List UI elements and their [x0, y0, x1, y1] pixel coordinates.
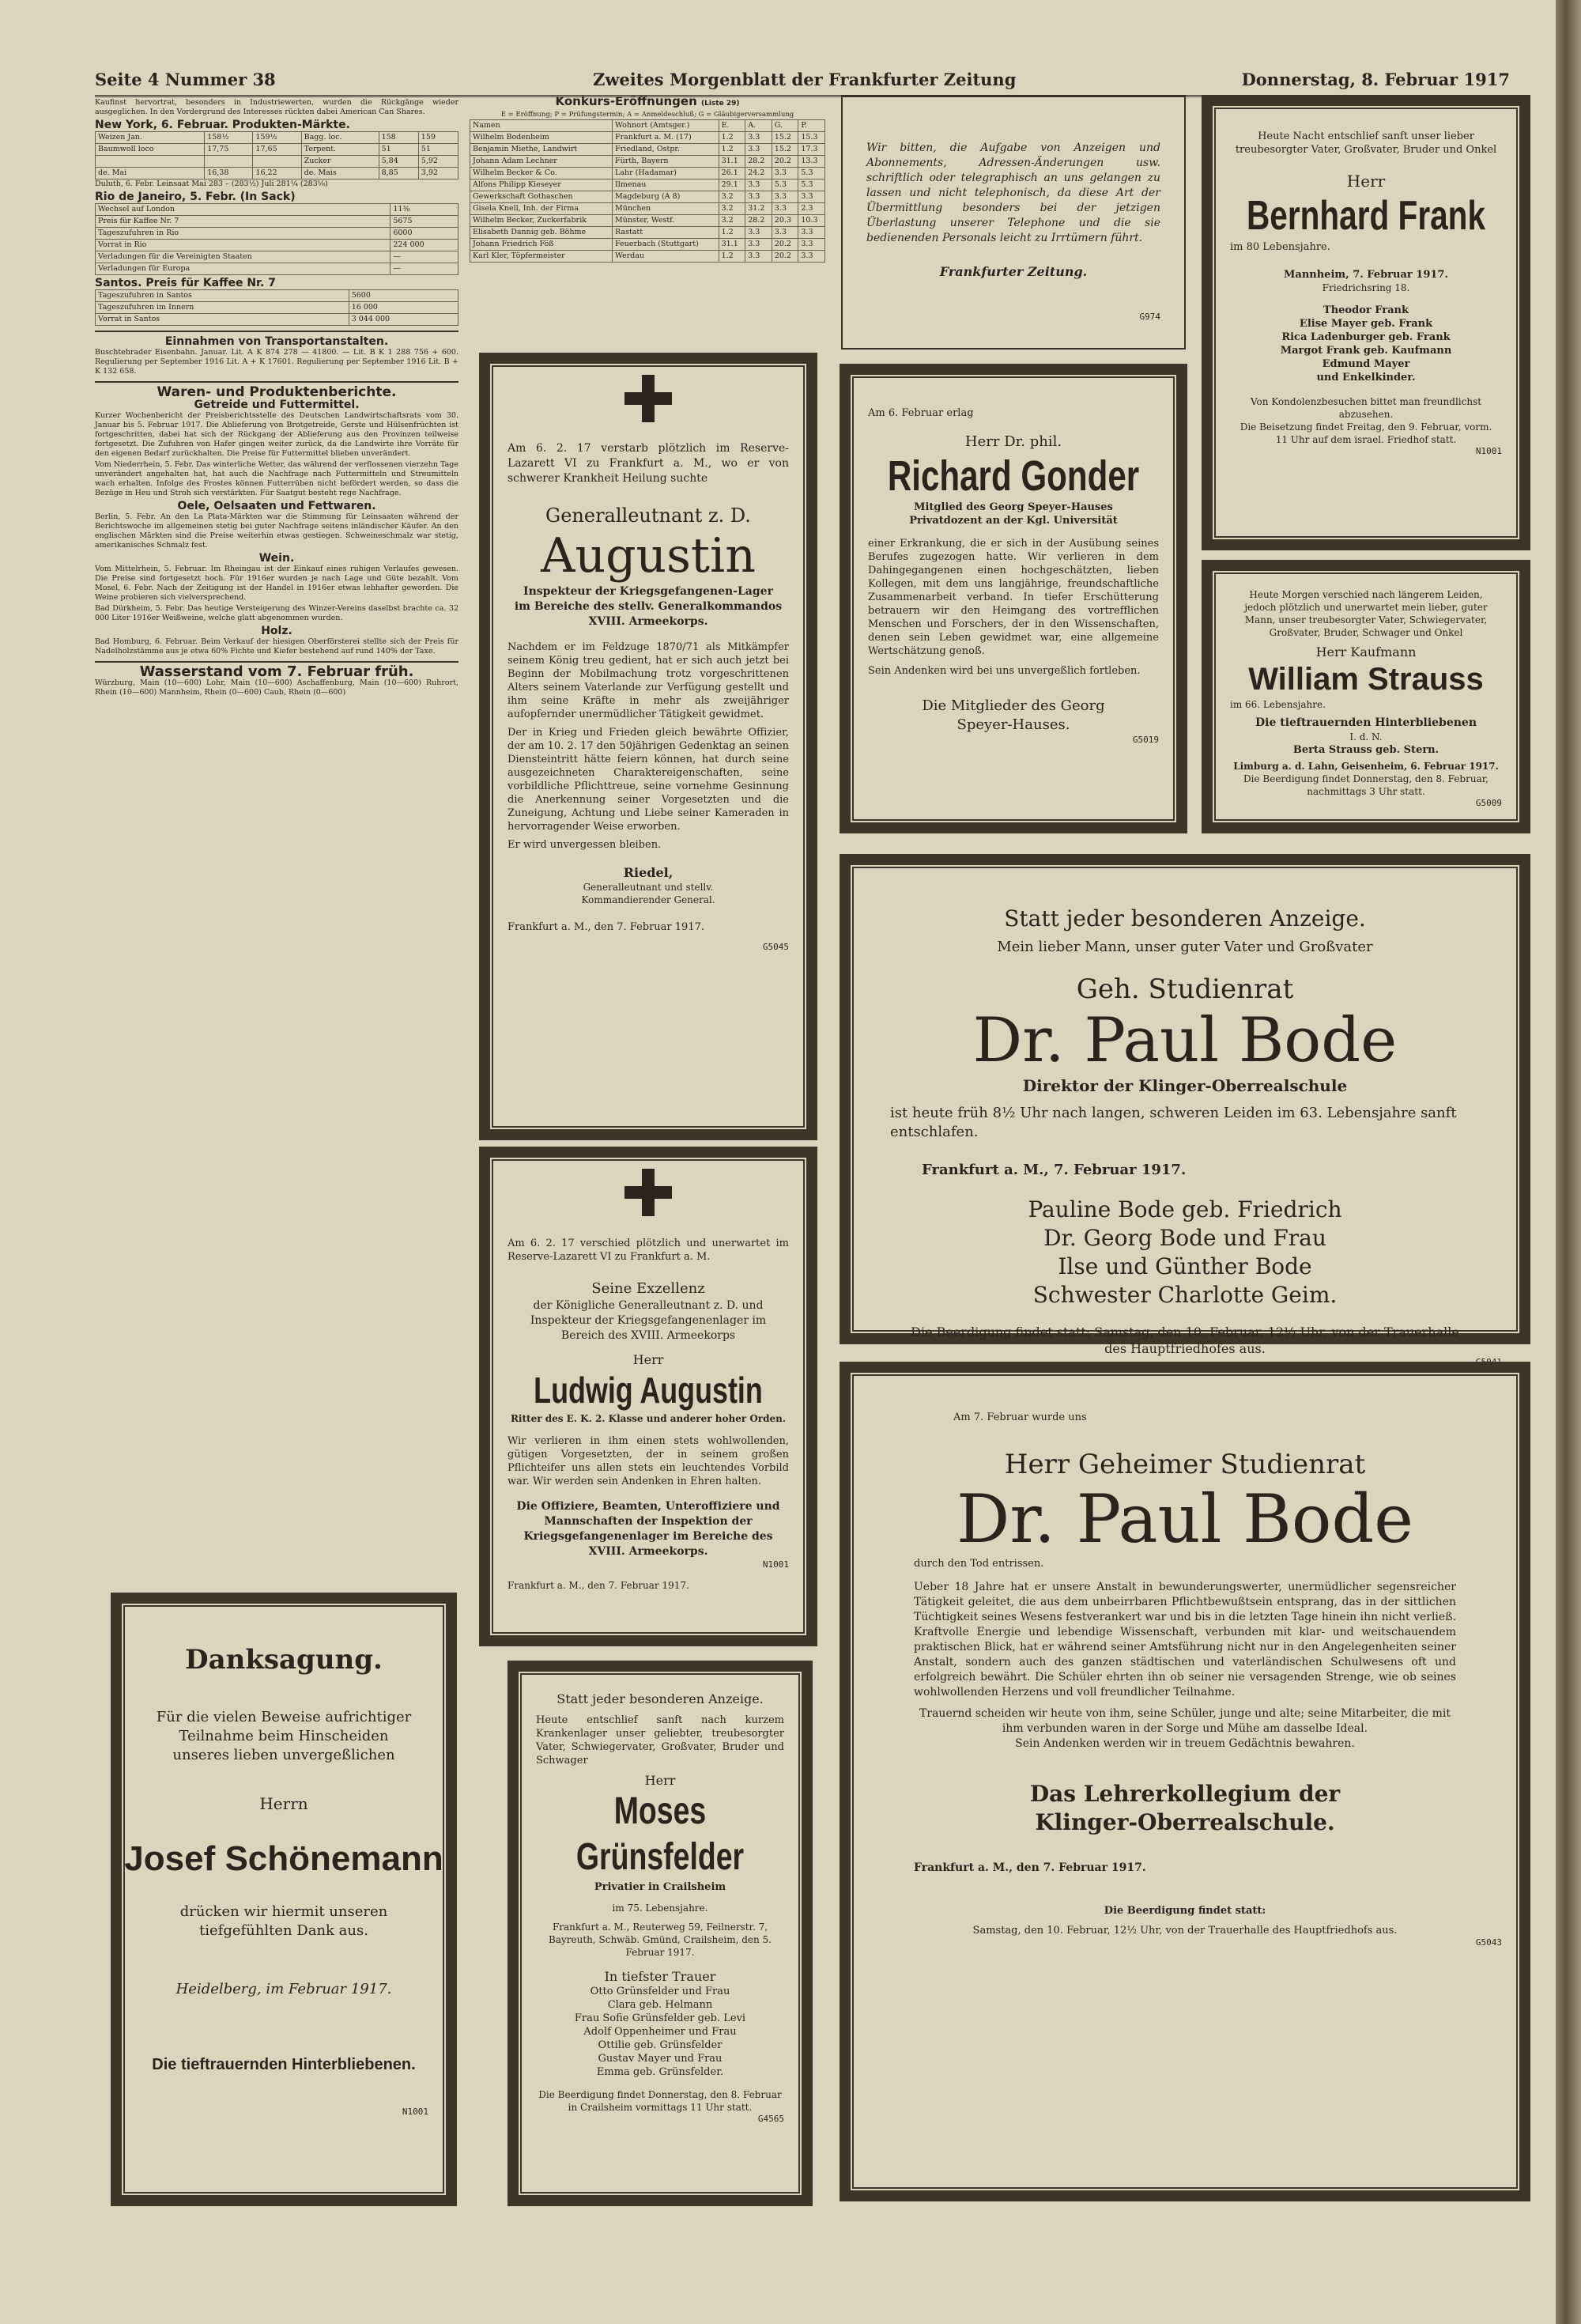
konkurs-row-cell: 29.1: [719, 179, 745, 191]
augustin-text3: Er wird unvergessen bleiben.: [508, 839, 662, 851]
ludwig-place: Frankfurt a. M., den 7. Februar 1917.: [508, 1580, 689, 1591]
frank-age: im 80 Lebensjahre.: [1230, 241, 1330, 253]
konkurs-column-header: G.: [772, 120, 798, 132]
konkurs-row-cell: 15.3: [798, 132, 825, 144]
konkurs-row-cell: Benjamin Miethe, Landwirt: [470, 144, 613, 156]
header-page-number: Seite 4 Nummer 38: [95, 70, 276, 89]
konkurs-column-header: E.: [719, 120, 745, 132]
danksagung-text: Für die vielen Beweise aufrichtiger Teilnahme beim Hinscheiden unseres lieben unvergeßlichen: [156, 1709, 412, 1763]
konkurs-row: [470, 251, 825, 263]
moses-burial: Die Beerdigung findet Donnerstag, den 8. Februar in Crailsheim vormittags 11 Uhr statt.: [538, 2089, 782, 2113]
konkurs-row-cell: 13.3: [798, 156, 825, 168]
konkurs-row-cell: 3.3: [798, 227, 825, 239]
ludwig-herr: Herr: [632, 1352, 664, 1367]
ny-row: [96, 156, 458, 168]
rio-row-cell: Tageszufuhren in Rio: [96, 228, 391, 240]
strauss-age: im 66. Lebensjahre.: [1230, 699, 1326, 710]
danksagung-code: N1001: [402, 2107, 428, 2117]
frank-family-member: Rica Ladenburger geb. Frank: [1281, 331, 1451, 343]
konkurs-row-cell: 3.3: [745, 191, 772, 203]
header-newspaper-title: Zweites Morgenblatt der Frankfurter Zeitung: [593, 70, 1017, 89]
rio-row-cell: Preis für Kaffee Nr. 7: [96, 216, 391, 228]
konkurs-row: [470, 215, 825, 227]
ny-row: [96, 132, 458, 144]
danksagung-title: Danksagung.: [185, 1644, 383, 1676]
getreide-text: Kurzer Wochenbericht der Preisberichtsstelle des Deutschen Landwirtschaftsrats vom 30. Januar bis 5. Februar 1917. Die Ablieferung von Brotgetreide, Gerste und Hülsenfrüchten ist fortgeschritten, dabei hat sich der Rückgang der Ablieferung aus den Provinzen teilweise fortgesetzt. Die Zufuhren von Hafer gingen weiter zurück, da die Landwirte ihre Vorräte für den eigenen Bedarf zurückhalten. Die Preise für Futtermittel blieben unverändert.: [95, 411, 458, 458]
frank-herr: Herr: [1346, 172, 1386, 191]
ludwig-signers: Die Offiziere, Beamten, Unteroffiziere und Mannschaften der Inspektion der Kriegsgefangenenlager im Bereiche des XVIII. Armeekorps.: [516, 1500, 780, 1558]
holz-heading: Holz.: [261, 625, 292, 637]
book-binding-edge: [1556, 0, 1581, 2324]
konkurs-row-cell: 3.2: [719, 203, 745, 215]
ny-row-cell: 16,22: [253, 168, 301, 179]
notice-box: [841, 95, 1186, 350]
konkurs-row-cell: Johann Adam Lechner: [470, 156, 613, 168]
santos-row: [96, 314, 458, 326]
duluth-line: Duluth, 6. Febr. Leinsaat Mai 283 – (283½) Juli 281¼ (283⅛): [95, 179, 328, 188]
frank-name: Bernhard Frank: [1246, 193, 1486, 239]
ny-row-cell: 159½: [253, 132, 301, 144]
transport-heading: Einnahmen von Transportanstalten.: [164, 335, 389, 348]
konkurs-row-cell: Münster, Westf.: [613, 215, 719, 227]
augustin-role: Inspekteur der Kriegsgefangenen-Lager im Bereiche des stellv. Generalkommandos XVIII. Armeekorps.: [514, 585, 783, 628]
gonder-title: Herr Dr. phil.: [964, 433, 1062, 450]
strauss-place: Limburg a. d. Lahn, Geisenheim, 6. Februar 1917.: [1233, 761, 1499, 772]
konkurs-column-header: A.: [745, 120, 772, 132]
ny-row-cell: 3,92: [418, 168, 458, 179]
konkurs-row-cell: Friedland, Ostpr.: [613, 144, 719, 156]
bode2-burial-label: Die Beerdigung findet statt:: [1104, 1905, 1266, 1917]
konkurs-row-cell: 1.2: [719, 227, 745, 239]
ny-row-cell: Baumwoll loco: [96, 144, 205, 156]
augustin-code: G5045: [762, 942, 789, 952]
header-date: Donnerstag, 8. Februar 1917: [1241, 70, 1510, 89]
konkurs-section: [470, 93, 825, 331]
ny-row-cell: 158½: [205, 132, 253, 144]
bode1-family-member: Dr. Georg Bode und Frau: [1043, 1225, 1326, 1251]
bode1-family-member: Ilse und Günther Bode: [1058, 1253, 1312, 1279]
rio-row-cell: 5675: [391, 216, 458, 228]
bode2-burial: Samstag, den 10. Februar, 12½ Uhr, von der Trauerhalle des Hauptfriedhofs aus.: [972, 1925, 1398, 1937]
buschtehrad-text: Buschtehrader Eisenbahn. Januar. Lit. A K 874 278 — 41800. — Lit. B K 1 288 756 + 600. Regulierung per September 1916 Lit. A + K 17601. Regulierung per September 1916 Lit. B + K 132 658.: [95, 348, 458, 376]
ludwig-name: Ludwig Augustin: [534, 1370, 763, 1411]
danksagung-herr: Herrn: [259, 1794, 308, 1813]
konkurs-row-cell: Alfons Philipp Kieseyer: [470, 179, 613, 191]
konkurs-column-header: Wohnort (Amtsger.): [613, 120, 719, 132]
rio-row-cell: —: [391, 251, 458, 263]
konkurs-row-cell: Wilhelm Bodenheim: [470, 132, 613, 144]
market-column: [95, 98, 458, 1585]
konkurs-row-cell: Feuerbach (Stuttgart): [613, 239, 719, 251]
konkurs-row: [470, 156, 825, 168]
moses-intro: Heute entschlief sanft nach kurzem Krankenlager unser geliebter, treubesorgter Vater, Schwiegervater, Großvater, Bruder und Schwager: [536, 1714, 784, 1767]
bode2-text3: Sein Andenken werden wir in treuem Gedächtnis bewahren.: [1015, 1737, 1355, 1750]
moses-name: Moses Grünsfelder: [575, 1790, 745, 1878]
ad-william-strauss: [1202, 560, 1530, 833]
santos-row-cell: 16 000: [349, 302, 458, 314]
gonder-code: G5019: [1132, 735, 1159, 745]
santos-row: [96, 290, 458, 302]
niederrhein-text: Vom Niederrhein, 5. Febr. Das winterliche Wetter, das während der verflossenen vierzehn Tage unverändert angehalten hat, hat auch die Nachfrage nach Futtermitteln und Streumitteln wach erhalten. Infolge des Frostes können Futterrüben nicht befördert werden, so dass die Bezüge in Heu und Stroh sich verstärkten. Für Saatgut besteht rege Nachfrage.: [95, 460, 458, 497]
rio-row: [96, 240, 458, 251]
konkurs-row-cell: 17.3: [798, 144, 825, 156]
ny-row-cell: 51: [379, 144, 418, 156]
ludwig-role: der Königliche Generalleutnant z. D. und Inspekteur der Kriegsgefangenenlager im Bereich des XVIII. Armeekorps: [530, 1299, 767, 1342]
rio-row: [96, 263, 458, 275]
bode2-text: Ueber 18 Jahre hat er unsere Anstalt in bewunderungswerter, unermüdlicher segensreicher Tätigkeit geleitet, die aus dem unbeirrbaren Pflichtbewußtsein entsprang, das in der sittlichen Tüchtigkeit seines Wesens festverankert war und bis in die letzten Tage hinein ihn nicht verließ. Kraftvolle Energie und lebendige Wissenschaft, verbunden mit klar- und weitschauendem praktischen Blick, hat er während seiner Amtsführung nicht nur in den Angelegenheiten seiner Anstalt, sondern auch des ganzen städtischen und vaterländischen Schulwesens oft und erfolgreich bewährt. Die Schüler ehrten ihn ob seiner nie versagenden Strenge, wie ob seines wohlwollenden Herzens und voll freundlicher Teilnahme.: [914, 1581, 1456, 1699]
konkurs-column-header: Namen: [470, 120, 613, 132]
danksagung-name: Josef Schönemann: [124, 1839, 443, 1878]
konkurs-row-cell: 20.3: [772, 215, 798, 227]
wein-text: Vom Mittelrhein, 5. Februar. Im Rheingau ist der Einkauf eines ruhigen Verlaufes gewesen. Die Preise sind fortgesetzt hoch. Für 1916er wurden je nach Lage und Güte bezahlt. Vom Mosel, 6. Febr. Nach der Zeitigung ist der Handel in 1916er etwas lebhafter geworden. Die Weine probieren sich vielversprechend.: [95, 565, 458, 602]
wein-heading: Wein.: [258, 552, 295, 565]
moses-family-member: Otto Grünsfelder und Frau: [590, 1986, 730, 1997]
konkurs-row-cell: München: [613, 203, 719, 215]
frank-code: N1001: [1475, 446, 1502, 456]
duerkheim-text: Bad Dürkheim, 5. Febr. Das heutige Versteigerung des Winzer-Vereins daselbst brachte ca. 32 000 Liter 1916er Weißweine, welche glatt abgenommen wurden.: [95, 604, 458, 622]
ad-paul-bode-school: [840, 1362, 1530, 2201]
konkurs-row-cell: 3.3: [798, 239, 825, 251]
bode1-top: Statt jeder besonderen Anzeige.: [1004, 905, 1366, 931]
ny-row-cell: Terpent.: [301, 144, 379, 156]
frank-family-member: Theodor Frank: [1323, 304, 1409, 316]
ny-row-cell: 5,92: [418, 156, 458, 168]
bode1-role: Direktor der Klinger-Oberrealschule: [1022, 1076, 1348, 1095]
konkurs-row-cell: 3.3: [798, 251, 825, 263]
wasserstand-heading: Wasserstand vom 7. Februar früh.: [139, 663, 414, 680]
frank-burial: Die Beisetzung findet Freitag, den 9. Februar, vorm. 11 Uhr auf dem israel. Friedhof statt.: [1240, 421, 1492, 445]
konkurs-row-cell: Johann Friedrich Föß: [470, 239, 613, 251]
konkurs-row-cell: 5.3: [798, 168, 825, 179]
frank-place: Mannheim, 7. Februar 1917.: [1284, 269, 1448, 281]
danksagung-thanks: drücken wir hiermit unseren tiefgefühlten Dank aus.: [179, 1903, 388, 1939]
bode2-signers: Das Lehrerkollegium der Klinger-Oberrealschule.: [1029, 1781, 1341, 1835]
bode2-place: Frankfurt a. M., den 7. Februar 1917.: [914, 1861, 1146, 1874]
augustin-intro: Am 6. 2. 17 verstarb plötzlich im Reserve-Lazarett VI zu Frankfurt a. M., wo er von schwerer Krankheit Heilung suchte: [508, 442, 789, 485]
ludwig-text: Wir verlieren in ihm einen stets wohlwollenden, gütigen Vorgesetzten, der in seinem großen Pflichteifer uns allen stets ein leuchtendes Vorbild war. Wir werden sein Andenken in Ehren halten.: [508, 1435, 789, 1487]
santos-row: [96, 302, 458, 314]
konkurs-row-cell: 3.3: [772, 227, 798, 239]
konkurs-row-cell: 20.2: [772, 239, 798, 251]
konkurs-row-cell: 3.3: [745, 227, 772, 239]
wasserstand-text: Würzburg, Main (10—600) Lohr, Main (10—600) Aschaffenburg, Main (10—600) Ruhrort, Rhein (10—600) Mannheim, Rhein (0—600) Caub, Rhein (0—600): [95, 678, 458, 697]
bode1-name: Dr. Paul Bode: [972, 1005, 1398, 1076]
oele-heading: Oele, Oelsaaten und Fettwaren.: [177, 500, 376, 512]
konkurs-row-cell: 3.3: [745, 179, 772, 191]
ny-row-cell: Zucker: [301, 156, 379, 168]
moses-herr: Herr: [644, 1773, 676, 1788]
augustin-signer: Riedel,: [623, 865, 674, 880]
konkurs-row: [470, 168, 825, 179]
konkurs-row-cell: Gewerkschaft Gothaschen: [470, 191, 613, 203]
strauss-intro: Heute Morgen verschied nach längerem Leiden, jedoch plötzlich und unerwartet mein lieber, guter Mann, unser treubesorgter Vater, Schwiegervater, Großvater, Bruder, Schwager und Onkel: [1244, 589, 1488, 638]
santos-row-cell: Tageszufuhren im Innern: [96, 302, 349, 314]
bode1-family-list: [851, 1196, 1519, 1309]
konkurs-row-cell: Wilhelm Becker, Zuckerfabrik: [470, 215, 613, 227]
ny-row-cell: 17,75: [205, 144, 253, 156]
moses-mourning: In tiefster Trauer: [604, 1969, 716, 1984]
konkurs-row-cell: 5.3: [772, 179, 798, 191]
frank-family-member: Elise Mayer geb. Frank: [1299, 318, 1433, 330]
ny-row-cell: de. Mais: [301, 168, 379, 179]
moses-family-member: Gustav Mayer und Frau: [598, 2053, 723, 2065]
gonder-date: Am 6. Februar erlag: [868, 407, 974, 419]
frank-street: Friedrichsring 18.: [1322, 282, 1410, 293]
konkurs-row-cell: 1.2: [719, 251, 745, 263]
moses-family-member: Clara geb. Helmann: [607, 1999, 713, 2011]
konkurs-row-cell: Frankfurt a. M. (17): [613, 132, 719, 144]
augustin-place: Frankfurt a. M., den 7. Februar 1917.: [508, 921, 704, 933]
frank-intro: Heute Nacht entschlief sanft unser lieber treubesorgter Vater, Großvater, Bruder und Onkel: [1235, 130, 1497, 156]
ny-row-cell: de. Mai: [96, 168, 205, 179]
konkurs-row: [470, 132, 825, 144]
rio-row-cell: Verladungen für die Vereinigten Staaten: [96, 251, 391, 263]
gonder-name: Richard Gonder: [887, 452, 1140, 500]
moses-family-member: Ottilie geb. Grünsfelder: [598, 2039, 723, 2051]
ny-row-cell: Bagg. loc.: [301, 132, 379, 144]
bode2-name: Dr. Paul Bode: [957, 1480, 1413, 1558]
ny-row-cell: [96, 156, 205, 168]
rio-row: [96, 251, 458, 263]
ny-row-cell: 5,84: [379, 156, 418, 168]
notice-code: G974: [1139, 312, 1160, 322]
rio-row-cell: —: [391, 263, 458, 275]
notice-signature: Frankfurter Zeitung.: [939, 264, 1088, 279]
bode1-family-member: Pauline Bode geb. Friedrich: [1028, 1196, 1342, 1222]
ludwig-code: N1001: [762, 1559, 789, 1570]
ludwig-honor: Ritter des E. K. 2. Klasse und anderer hoher Orden.: [510, 1413, 787, 1424]
konkurs-row-cell: 15.2: [772, 144, 798, 156]
konkurs-row-cell: Karl Kler, Töpfermeister: [470, 251, 613, 263]
ny-row-cell: 159: [418, 132, 458, 144]
rio-row: [96, 228, 458, 240]
ny-heading: New York, 6. Februar. Produkten-Märkte.: [95, 119, 350, 131]
konkurs-row-cell: 31.1: [719, 156, 745, 168]
konkurs-row: [470, 179, 825, 191]
konkurs-row-cell: 31.1: [719, 239, 745, 251]
konkurs-row-cell: 3.3: [745, 251, 772, 263]
augustin-text: Nachdem er im Feldzuge 1870/71 als Mitkämpfer seinem König treu gedient, hat er sich auch jetzt bei Beginn der Mobilmachung trotz vorgeschrittenen Alters seinem Vaterlande zur Verfügung gestellt und ihm seine Kräfte in mehr als zweijähriger aufopfernder unermüdlicher Tätigkeit gewidmet.: [508, 641, 789, 720]
konkurs-row-cell: 15.2: [772, 132, 798, 144]
konkurs-row-cell: 20.2: [772, 251, 798, 263]
bode1-family-member: Schwester Charlotte Geim.: [1032, 1282, 1338, 1308]
konkurs-subtitle: (Liste 29): [701, 100, 740, 108]
konkurs-row-cell: 1.2: [719, 132, 745, 144]
konkurs-row-cell: Werdau: [613, 251, 719, 263]
konkurs-row-cell: 3.3: [772, 203, 798, 215]
ad-moses-gruensfelder: [508, 1661, 813, 2206]
moses-family-member: Adolf Oppenheimer und Frau: [583, 2026, 737, 2038]
bode2-code: G5043: [1475, 1937, 1502, 1948]
moses-code: G4565: [757, 2114, 784, 2124]
ludwig-intro: Am 6. 2. 17 verschied plötzlich und unerwartet im Reserve-Lazarett VI zu Frankfurt a. M.: [508, 1238, 789, 1263]
ludwig-title: Seine Exzellenz: [591, 1280, 705, 1297]
santos-table: [95, 289, 458, 326]
bode2-title: Herr Geheimer Studienrat: [1004, 1449, 1366, 1480]
ad-bernhard-frank: [1202, 95, 1530, 550]
ny-row-cell: 16,38: [205, 168, 253, 179]
ny-row-cell: Weizen Jan.: [96, 132, 205, 144]
santos-heading: Santos. Preis für Kaffee Nr. 7: [95, 277, 276, 289]
iron-cross-icon: [624, 375, 672, 422]
strauss-widow: Berta Strauss geb. Stern.: [1292, 744, 1440, 756]
ny-row: [96, 144, 458, 156]
gonder-role2: Privatdozent an der Kgl. Universität: [909, 515, 1118, 527]
konkurs-row: [470, 227, 825, 239]
konkurs-row-cell: Fürth, Bayern: [613, 156, 719, 168]
konkurs-row: [470, 144, 825, 156]
konkurs-title: Konkurs-Eröffnungen: [555, 94, 697, 108]
rio-row-cell: 224 000: [391, 240, 458, 251]
divider: [95, 661, 458, 663]
konkurs-row-cell: 3.3: [772, 168, 798, 179]
konkurs-row-cell: 26.1: [719, 168, 745, 179]
gonder-signers: Die Mitglieder des Georg Speyer-Hauses.: [922, 697, 1105, 733]
divider: [95, 381, 458, 383]
moses-family-list: [519, 1985, 802, 2079]
ny-row-cell: [253, 156, 301, 168]
konkurs-row-cell: Rastatt: [613, 227, 719, 239]
strauss-family-label: Die tieftrauernden Hinterbliebenen: [1255, 716, 1477, 729]
holz-text: Bad Homburg, 6. Februar. Beim Verkauf der hiesigen Oberförsterei stellte sich der Preis für Nadelholzstämme aus je etwa 60% Fichte und Kiefer bestehend auf rund 140% der Taxe.: [95, 637, 458, 656]
ad-augustin: [479, 353, 817, 1140]
konkurs-row-cell: Gisela Knell, Inh. der Firma: [470, 203, 613, 215]
konkurs-row-cell: 3.3: [745, 132, 772, 144]
rio-table: [95, 203, 458, 275]
ny-row-cell: [205, 156, 253, 168]
konkurs-row-cell: Wilhelm Becker & Co.: [470, 168, 613, 179]
gonder-text: einer Erkrankung, die er sich in der Ausübung seines Berufes zugezogen hatte. Wir verlieren in dem Dahingegangenen einen hochgeschätzten, lieben Kollegen, mit dem uns langjährige, freundschaftliche Zusammenarbeit verband. In tiefer Erschütterung betrauern wir den Heimgang des vortrefflichen Menschen und Forschers, der in den Wissenschaften, denen sein Leben gewidmet war, eine allgemeine Wertschätzung genoß.: [868, 538, 1159, 657]
ad-ludwig-augustin: [479, 1147, 817, 1646]
divider: [95, 331, 458, 332]
strauss-burial: Die Beerdigung findet Donnerstag, den 8. Februar, nachmittags 3 Uhr statt.: [1243, 773, 1489, 797]
bode1-burial: Die Beerdigung findet statt: Samstag, den 10. Februar, 12½ Uhr, von der Trauerhalle des Hauptfriedhofes aus.: [911, 1324, 1459, 1356]
strauss-herr: Herr Kaufmann: [1315, 644, 1417, 659]
konkurs-row-cell: Magdeburg (A 8): [613, 191, 719, 203]
konkurs-row-cell: 3.3: [745, 239, 772, 251]
frank-family-member: Edmund Mayer: [1322, 358, 1410, 370]
bode2-sub: durch den Tod entrissen.: [914, 1558, 1044, 1570]
frank-family-member: Margot Frank geb. Kaufmann: [1280, 345, 1452, 357]
frank-note: Von Kondolenzbesuchen bittet man freundlichst abzusehen.: [1250, 396, 1482, 420]
santos-row-cell: 3 044 000: [349, 314, 458, 326]
konkurs-row-cell: Ilmenau: [613, 179, 719, 191]
strauss-code: G5009: [1475, 798, 1502, 808]
konkurs-row-cell: 28.2: [745, 156, 772, 168]
moses-top: Statt jeder besonderen Anzeige.: [557, 1691, 764, 1706]
rio-row-cell: Verladungen für Europa: [96, 263, 391, 275]
frank-family-list: [1213, 304, 1519, 384]
bode1-intro: Mein lieber Mann, unser guter Vater und Großvater: [997, 939, 1373, 955]
konkurs-row-cell: 1.2: [719, 144, 745, 156]
santos-row-cell: 5600: [349, 290, 458, 302]
ad-paul-bode-family: [840, 854, 1530, 1356]
oele-text: Berlin, 5. Febr. An den La Plata-Märkten war die Stimmung für Leinsaaten während der Berichtswoche im allgemeinen stetig bei guter Nachfrage seitens inländischer Käufer. An den englischen Märkten sind die Preise weiterhin etwas gestiegen. Schweineschmalz war stetig, amerikanisches Schmalz fest.: [95, 512, 458, 550]
bode1-title: Geh. Studienrat: [1076, 973, 1294, 1005]
konkurs-row-cell: 31.2: [745, 203, 772, 215]
rio-row-cell: 11⅜: [391, 204, 458, 216]
konkurs-row: [470, 191, 825, 203]
konkurs-row-cell: 5.3: [798, 179, 825, 191]
konkurs-row-cell: 24.2: [745, 168, 772, 179]
rio-heading: Rio de Janeiro, 5. Febr. (In Sack): [95, 191, 296, 203]
ny-row-cell: 17,65: [253, 144, 301, 156]
konkurs-row-cell: 28.2: [745, 215, 772, 227]
rio-row-cell: 6000: [391, 228, 458, 240]
ad-richard-gonder: [840, 364, 1187, 833]
konkurs-table: [470, 119, 825, 263]
augustin-signer-title: Generalleutnant und stellv. Kommandierender General.: [581, 882, 715, 905]
augustin-text2: Der in Krieg und Frieden gleich bewährte Offizier, der am 10. 2. 17 den 50jährigen Gedenktag an seinen Diensteintritt hätte feiern können, hat durch seine ausgezeichneten Charaktereigenschaften, seine vorbildliche Pflichttreue, seine vornehme Gesinnung die Anerkennung seiner Vorgesetzten und die Zuneigung, Achtung und Liebe seiner Kameraden in hervorragender Weise erworben.: [508, 727, 789, 833]
waren-heading: Waren- und Produktenberichte.: [157, 384, 397, 400]
danksagung-signers: Die tieftrauernden Hinterbliebenen.: [152, 2056, 416, 2073]
konkurs-legend: E = Eröffnung; P = Prüfungstermin; A = Anmeldeschluß; G = Gläubigerversammlung: [500, 111, 794, 119]
augustin-rank: Generalleutnant z. D.: [545, 504, 751, 527]
augustin-name: Augustin: [541, 528, 756, 584]
moses-age: im 75. Lebensjahre.: [612, 1903, 708, 1914]
konkurs-row: [470, 239, 825, 251]
santos-row-cell: Tageszufuhren in Santos: [96, 290, 349, 302]
konkurs-row-cell: 3.2: [719, 215, 745, 227]
konkurs-row-cell: 10.3: [798, 215, 825, 227]
konkurs-row-cell: 20.2: [772, 156, 798, 168]
frank-family-member: und Enkelkinder.: [1316, 372, 1416, 384]
ny-row-cell: 158: [379, 132, 418, 144]
rio-row-cell: Vorrat in Rio: [96, 240, 391, 251]
konkurs-row-cell: 3.3: [798, 191, 825, 203]
konkurs-column-header: P.: [798, 120, 825, 132]
bode2-text2: Trauernd scheiden wir heute von ihm, seine Schüler, junge und alte; seine Mitarbeiter, die mit ihm verbunden waren in der Sorge und Mühe am dasselbe Ideal.: [919, 1707, 1451, 1735]
konkurs-row-cell: 2.3: [798, 203, 825, 215]
moses-family-member: Emma geb. Grünsfelder.: [596, 2066, 724, 2078]
bode1-text: ist heute früh 8½ Uhr nach langen, schweren Leiden im 63. Lebensjahre sanft entschlafen.: [890, 1105, 1457, 1140]
bode2-intro: Am 7. Februar wurde uns: [953, 1411, 1087, 1423]
ny-row-cell: 51: [418, 144, 458, 156]
ny-row-cell: 8,85: [379, 168, 418, 179]
konkurs-row: [470, 203, 825, 215]
rio-row: [96, 204, 458, 216]
notice-text: Wir bitten, die Aufgabe von Anzeigen und Abonnements, Adressen-Änderungen usw. schriftlich oder telegraphisch an uns gelangen zu lassen und nicht telephonisch, da diese Art der Übermittlung besonders bei der jetzigen Überlastung unserer Telephone und die sie bedienenden Personals leicht zu Irrtümern führt.: [866, 142, 1160, 244]
market-intro: Kaufinst hervortrat, besonders in Industriewerten, wurden die Rückgänge wieder ausgeglichen. In den Vordergrund des Interesses rückten dabei American Can Shares.: [95, 98, 458, 116]
getreide-heading: Getreide und Futtermittel.: [194, 399, 360, 411]
rio-row-cell: Wechsel auf London: [96, 204, 391, 216]
bode1-place: Frankfurt a. M., 7. Februar 1917.: [922, 1162, 1187, 1178]
moses-family-member: Frau Sofie Grünsfelder geb. Levi: [574, 2012, 746, 2024]
gonder-role1: Mitglied des Georg Speyer-Hauses: [914, 501, 1113, 513]
danksagung-place: Heidelberg, im Februar 1917.: [175, 1981, 392, 1997]
moses-place: Frankfurt a. M., Reuterweg 59, Feilnerstr. 7, Bayreuth, Schwäb. Gmünd, Crailsheim, den 5. Februar 1917.: [549, 1922, 772, 1958]
ny-market-table: [95, 131, 458, 179]
santos-row-cell: Vorrat in Santos: [96, 314, 349, 326]
strauss-ida: I. d. N.: [1349, 731, 1383, 743]
ad-danksagung: [111, 1593, 457, 2206]
strauss-name: William Strauss: [1248, 662, 1484, 697]
rio-row: [96, 216, 458, 228]
iron-cross-icon: [624, 1169, 672, 1216]
konkurs-row-cell: 3.3: [772, 191, 798, 203]
konkurs-row-cell: Lahr (Hadamar): [613, 168, 719, 179]
gonder-text2: Sein Andenken wird bei uns unvergeßlich fortleben.: [868, 665, 1141, 677]
konkurs-row-cell: 3.2: [719, 191, 745, 203]
moses-role: Privatier in Crailsheim: [594, 1881, 726, 1893]
konkurs-row-cell: 3.3: [745, 144, 772, 156]
ny-row: [96, 168, 458, 179]
konkurs-row-cell: Elisabeth Dannig geb. Böhme: [470, 227, 613, 239]
